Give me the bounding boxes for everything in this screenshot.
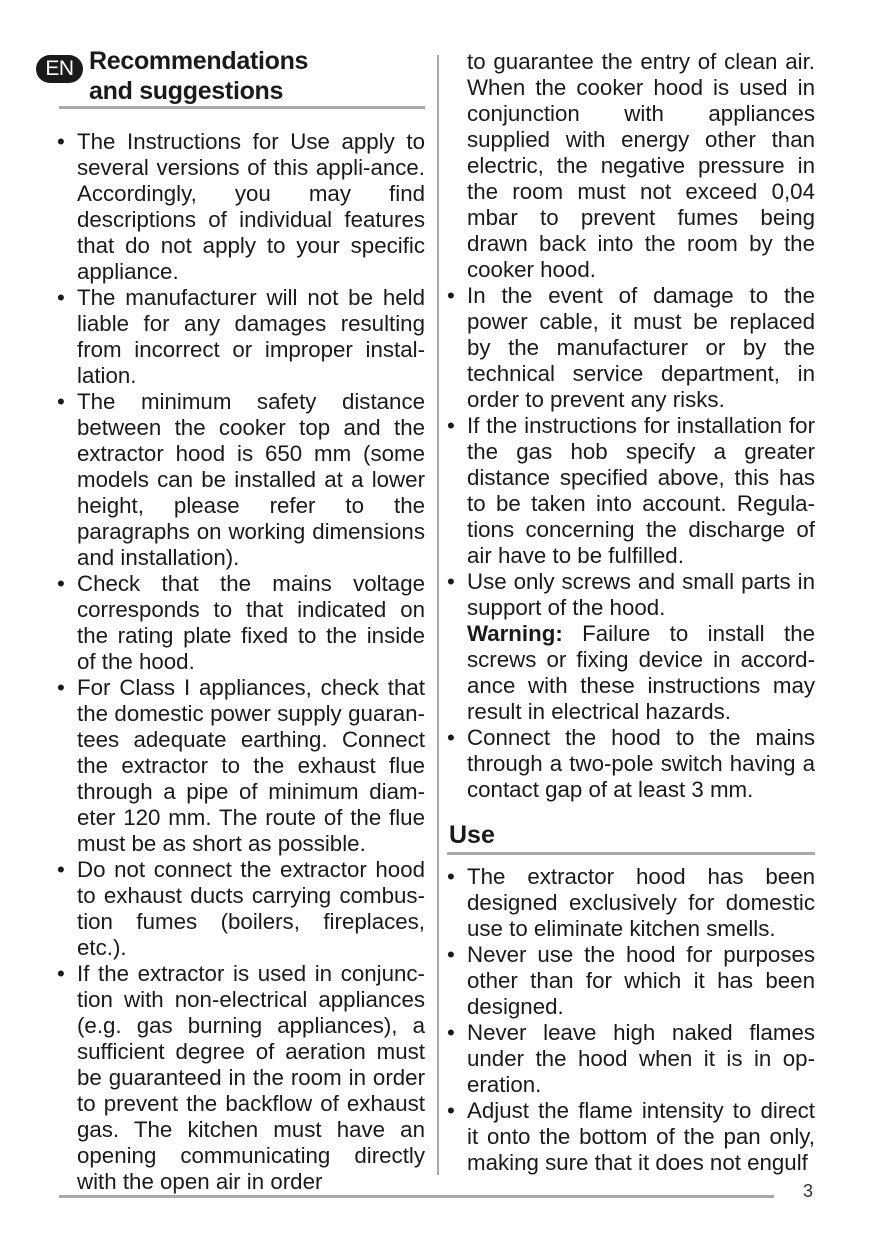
section-title bbox=[89, 46, 429, 106]
list-item: • The Instructions for Use apply to several versions of this appli-ance. Accordingly, you may find descriptions of individual features that do not apply to your specific appliance. bbox=[57, 129, 425, 285]
list-item: • Check that the mains voltage corresponds to that indicated on the rating plate fixed to the inside of the hood. bbox=[57, 571, 425, 675]
column-divider bbox=[437, 55, 439, 1175]
list-item: • In the event of damage to the power cable, it must be replaced by the manufacturer or by the technical service department, in order to prevent any risks. bbox=[447, 283, 815, 413]
section-title-line-2: and suggestions bbox=[89, 77, 284, 105]
list-item: • The minimum safety distance between the cooker top and the extractor hood is 650 mm (some models can be installed at a lower height, please refer to the paragraphs on working dimensions and installation). bbox=[57, 389, 425, 571]
list-item: • For Class I appliances, check that the domestic power supply guaran-tees adequate earthing. Connect the extractor to the exhaust flue through a pipe of minimum diam-eter 120 mm. The route of the flue must be as short as possible. bbox=[57, 675, 425, 857]
list-item: • If the extractor is used in conjunc-tion with non-electrical appliances (e.g. gas burning appliances), a sufficient degree of aeration must be guaranteed in the room in order to prevent the backflow of exhaust gas. The kitchen must have an opening communicating directly with the open air in order bbox=[57, 961, 425, 1195]
title-underline bbox=[59, 106, 425, 109]
use-list bbox=[447, 864, 815, 1176]
warning-label: Warning: bbox=[467, 621, 563, 646]
warning-note bbox=[447, 621, 815, 725]
continued-paragraph: to guarantee the entry of clean air. When the cooker hood is used in conjunction with appliances supplied with energy other than electric, the negative pressure in the room must not exceed 0,04 mbar to prevent fumes being drawn back into the room by the cooker hood. bbox=[467, 49, 815, 282]
use-heading: Use bbox=[449, 821, 495, 849]
list-item: • The manufacturer will not be held liable for any damages resulting from incorrect or improper instal-lation. bbox=[57, 285, 425, 389]
list-item: • Do not connect the extractor hood to exhaust ducts carrying combus-tion fumes (boilers, fireplaces, etc.). bbox=[57, 857, 425, 961]
right-column bbox=[447, 49, 815, 1176]
list-item: • Adjust the flame intensity to direct it onto the bottom of the pan only, making sure that it does not engulf bbox=[447, 1098, 815, 1176]
list-item: • If the instructions for installation for the gas hob specify a greater distance specified above, this has to be taken into account. Regula-tions concerning the discharge of air have to be fulfilled. bbox=[447, 413, 815, 569]
recommendations-list-final bbox=[447, 725, 815, 803]
list-item: • Never leave high naked flames under the hood when it is in op-eration. bbox=[447, 1020, 815, 1098]
list-item: • Connect the hood to the mains through a two-pole switch having a contact gap of at least 3 mm. bbox=[447, 725, 815, 803]
footer-rule bbox=[59, 1195, 774, 1198]
page-number: 3 bbox=[803, 1181, 814, 1201]
left-column bbox=[57, 129, 425, 1195]
list-item: • Never use the hood for purposes other than for which it has been designed. bbox=[447, 942, 815, 1020]
section-title-line-1: Recommendations bbox=[89, 47, 309, 75]
list-item: • Use only screws and small parts in support of the hood. bbox=[447, 569, 815, 621]
warning-text: Failure to install the screws or fixing device in accord-ance with these instructions may result in electrical hazards. bbox=[467, 621, 815, 724]
recommendations-list bbox=[57, 129, 425, 1195]
use-underline bbox=[447, 852, 815, 855]
recommendations-list-continued bbox=[447, 283, 815, 621]
language-badge: EN bbox=[36, 55, 83, 83]
list-item: • The extractor hood has been designed exclusively for domestic use to eliminate kitchen smells. bbox=[447, 864, 815, 942]
